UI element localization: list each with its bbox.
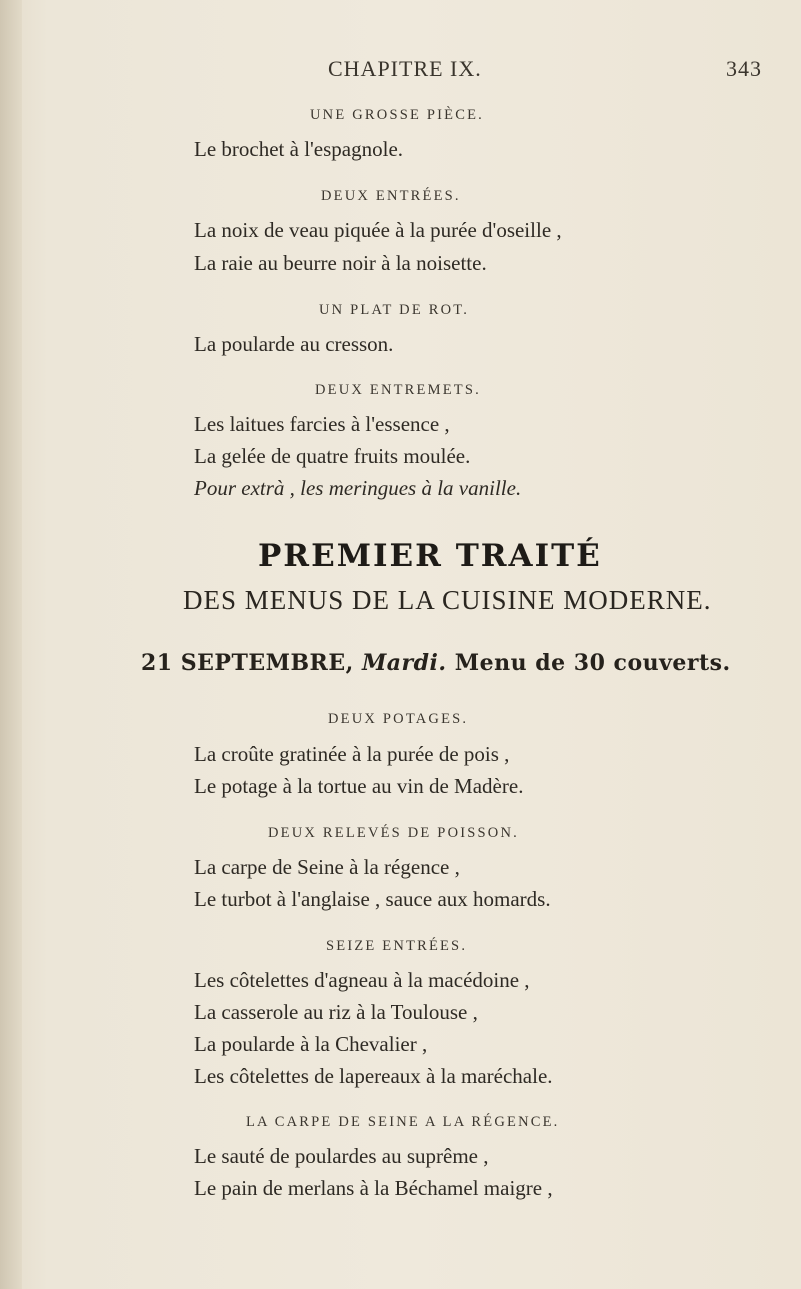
menu-date-day: 21 SEPTEMBRE, [141,650,354,676]
menu-item: La noix de veau piquée à la purée d'oseille , [194,218,562,242]
menu-item: La carpe de Seine à la régence , [194,855,460,879]
page-binding-shadow [0,0,22,1289]
page-number: 343 [726,56,762,81]
running-header-chapter: CHAPITRE IX. [328,56,482,81]
heading-carpe-regence: LA CARPE DE SEINE A LA RÉGENCE. [246,1114,560,1130]
heading-deux-entremets: DEUX ENTREMETS. [315,382,481,398]
menu-item: Les côtelettes de lapereaux à la maréchale. [194,1064,553,1088]
menu-date-weekday: Mardi. [361,650,447,676]
heading-releves-poisson: DEUX RELEVÉS DE POISSON. [268,825,519,841]
heading-plat-rot: UN PLAT DE ROT. [319,302,470,318]
menu-covers: Menu de 30 couverts. [454,650,731,676]
treatise-subtitle: DES MENUS DE LA CUISINE MODERNE. [183,585,712,615]
menu-item: La casserole au riz à la Toulouse , [194,1000,478,1024]
menu-item: La poularde à la Chevalier , [194,1032,428,1056]
menu-item: La raie au beurre noir à la noisette. [194,251,487,275]
menu-item: Le sauté de poulardes au suprême , [194,1144,489,1168]
menu-item: Le brochet à l'espagnole. [194,137,404,161]
menu-item: Les côtelettes d'agneau à la macédoine , [194,968,530,992]
menu-item: La croûte gratinée à la purée de pois , [194,742,510,766]
menu-item: La poularde au cresson. [194,332,394,356]
menu-item: La gelée de quatre fruits moulée. [194,444,471,468]
heading-seize-entrees: SEIZE ENTRÉES. [326,938,468,954]
treatise-title: PREMIER TRAITÉ [258,538,602,574]
heading-grosse-piece: UNE GROSSE PIÈCE. [310,107,484,123]
menu-item: Le turbot à l'anglaise , sauce aux homards. [194,887,551,911]
menu-date-line [141,650,731,676]
menu-item: Le potage à la tortue au vin de Madère. [194,774,524,798]
heading-deux-entrees: DEUX ENTRÉES. [321,188,461,204]
menu-item: Les laitues farcies à l'essence , [194,412,450,436]
menu-extra-line: Pour extrà , les meringues à la vanille. [194,476,522,500]
menu-item: Le pain de merlans à la Béchamel maigre , [194,1176,553,1200]
heading-deux-potages: DEUX POTAGES. [328,711,469,727]
